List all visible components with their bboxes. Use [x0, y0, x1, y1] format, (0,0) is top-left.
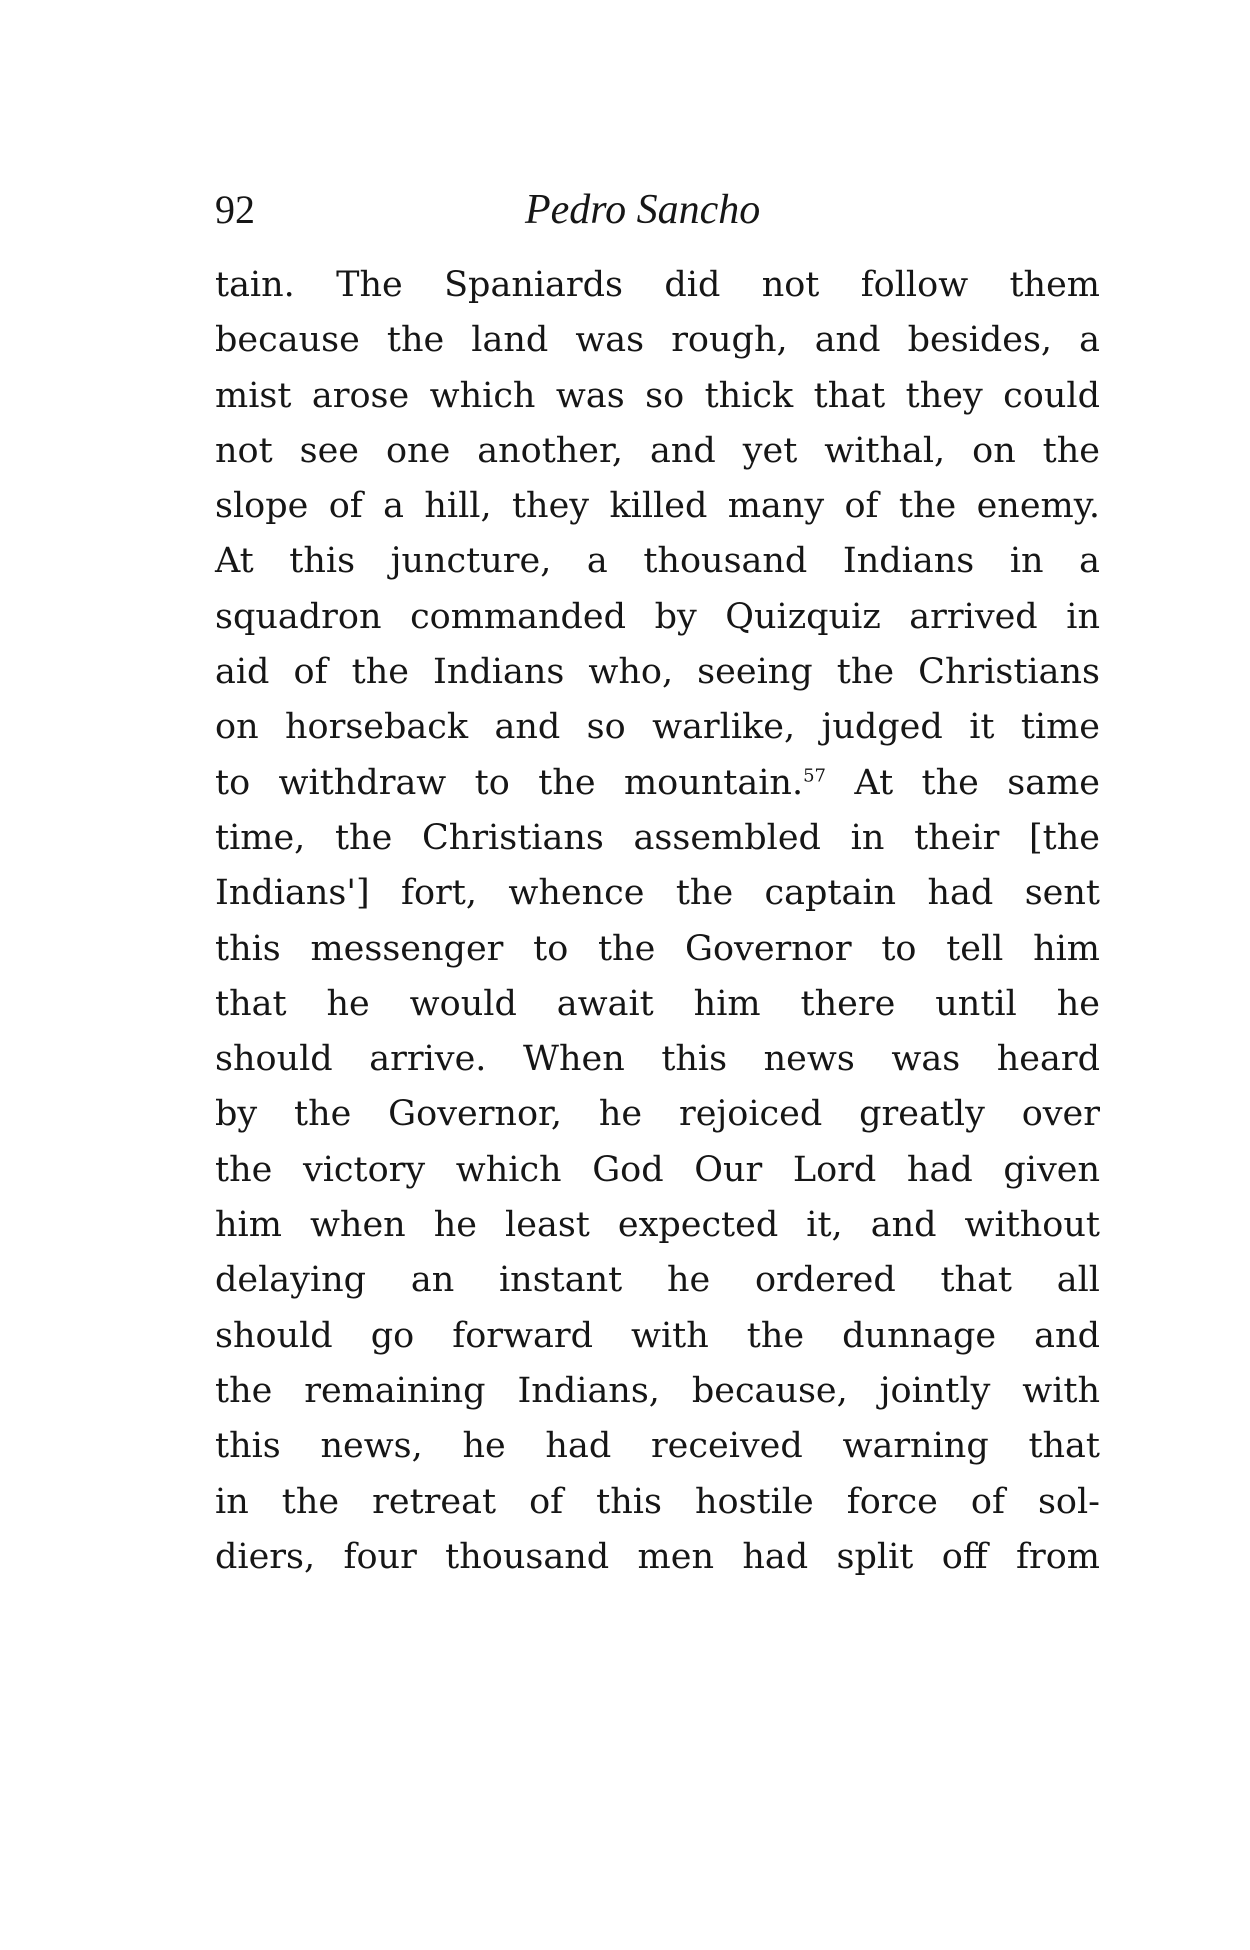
text-line: Indians'] fort, whence the captain had sent [215, 873, 1100, 914]
text-line: not see one another, and yet withal, on the [215, 430, 1100, 471]
text-line: aid of the Indians who, seeing the Christians [215, 652, 1100, 693]
text-line: that he would await him there until he [215, 983, 1100, 1024]
text-line: him when he least expected it, and without [215, 1205, 1100, 1246]
body-text [215, 258, 1100, 1585]
text-line: diers, four thousand men had split off from [215, 1536, 1100, 1577]
page-number: 92 [215, 187, 255, 232]
footnote-reference: 57 [803, 765, 826, 787]
text-line: in the retreat of this hostile force of sol- [215, 1481, 1100, 1522]
text-line: the remaining Indians, because, jointly with [215, 1370, 1100, 1411]
text-line: delaying an instant he ordered that all [215, 1260, 1100, 1301]
text-line: time, the Christians assembled in their [the [215, 817, 1100, 858]
text-line: mist arose which was so thick that they could [215, 375, 1100, 416]
text-line: tain. The Spaniards did not follow them [215, 265, 1100, 305]
text-line: this messenger to the Governor to tell him [215, 928, 1100, 969]
text-line: should go forward with the dunnage and [215, 1315, 1100, 1356]
running-title: Pedro Sancho [525, 187, 761, 233]
text-segment: At the same [826, 762, 1101, 803]
text-line: At this juncture, a thousand Indians in a [215, 541, 1100, 582]
text-line: on horseback and so warlike, judged it time [215, 707, 1100, 748]
text-line: slope of a hill, they killed many of the enemy. [215, 486, 1100, 527]
text-line: squadron commanded by Quizquiz arrived in [215, 596, 1100, 637]
text-line-with-footnote [215, 756, 1100, 811]
text-line: this news, he had received warning that [215, 1426, 1100, 1467]
text-line: the victory which God Our Lord had given [215, 1149, 1100, 1190]
text-line: should arrive. When this news was heard [215, 1039, 1100, 1080]
running-head [215, 182, 1100, 238]
text-line: by the Governor, he rejoiced greatly over [215, 1094, 1100, 1135]
text-segment: to withdraw to the mountain. [215, 762, 804, 803]
text-line: because the land was rough, and besides, a [215, 320, 1100, 361]
